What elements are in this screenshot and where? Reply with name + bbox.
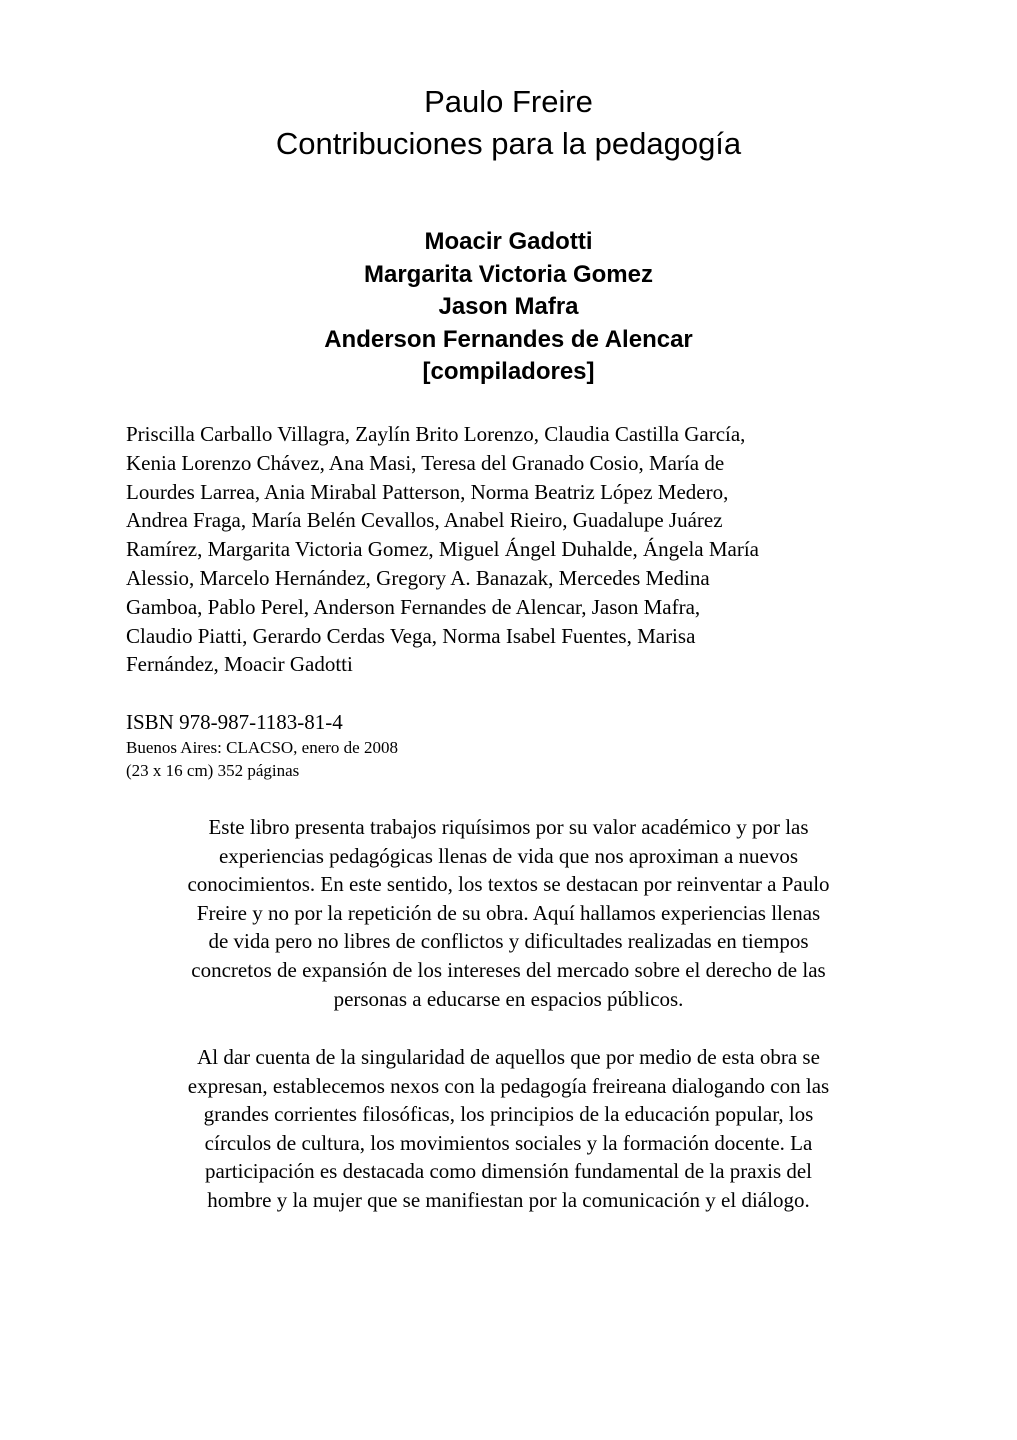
- compilers-label: [compiladores]: [422, 358, 595, 385]
- authors-line: Kenia Lorenzo Chávez, Ana Masi, Teresa del Granado Cosio, María de: [126, 450, 725, 475]
- compiler-name: Anderson Fernandes de Alencar: [324, 325, 693, 353]
- paragraph-line: grandes corrientes filosóficas, los principios de la educación popular, los: [203, 1102, 814, 1127]
- compiler-name: Jason Mafra: [438, 293, 579, 320]
- paragraph-line: Este libro presenta trabajos riquísimos por su valor académico y por las: [208, 815, 809, 839]
- paragraph-line: expresan, establecemos nexos con la pedagogía freireana dialogando con las: [187, 1073, 830, 1098]
- book-title-author: Paulo Freire: [424, 84, 593, 119]
- paragraph-line: círculos de cultura, los movimientos sociales y la formación docente. La: [204, 1130, 813, 1155]
- authors-line: Lourdes Larrea, Ania Mirabal Patterson, Norma Beatriz López Medero,: [126, 479, 729, 504]
- contributing-authors: [126, 420, 896, 679]
- compiler-name: Margarita Victoria Gomez: [364, 260, 653, 288]
- paragraph-line: concretos de expansión de los intereses del mercado sobre el derecho de las: [191, 957, 826, 982]
- description-paragraph-1: [100, 813, 917, 1013]
- description-paragraph-2: [100, 1043, 917, 1215]
- authors-line: Fernández, Moacir Gadotti: [126, 652, 353, 677]
- authors-line: Ramírez, Margarita Victoria Gomez, Miguel Ángel Duhalde, Ángela María: [126, 537, 760, 562]
- paragraph-line: Freire y no por la repetición de su obra. Aquí hallamos experiencias llenas: [196, 900, 821, 925]
- authors-line: Claudio Piatti, Gerardo Cerdas Vega, Norma Isabel Fuentes, Marisa: [126, 623, 696, 648]
- paragraph-line: hombre y la mujer que se manifiestan por la comunicación y el diálogo.: [207, 1187, 810, 1212]
- format-info: (23 x 16 cm) 352 páginas: [126, 761, 300, 780]
- authors-line: Andrea Fraga, María Belén Cevallos, Anabel Rieiro, Guadalupe Juárez: [126, 508, 723, 533]
- authors-line: Alessio, Marcelo Hernández, Gregory A. Banazak, Mercedes Medina: [126, 565, 710, 590]
- authors-line: Gamboa, Pablo Perel, Anderson Fernandes de Alencar, Jason Mafra,: [126, 594, 701, 619]
- authors-line: Priscilla Carballo Villagra, Zaylín Brito Lorenzo, Claudia Castilla García,: [126, 422, 746, 446]
- publication-info: [126, 708, 398, 782]
- paragraph-line: Al dar cuenta de la singularidad de aquellos que por medio de esta obra se: [197, 1045, 820, 1069]
- book-title: Contribuciones para la pedagogía: [275, 126, 742, 161]
- paragraph-line: conocimientos. En este sentido, los textos se destacan por reinventar a Paulo: [187, 872, 830, 897]
- paragraph-line: de vida pero no libres de conflictos y dificultades realizadas en tiempos: [208, 929, 809, 954]
- compilers-block: [0, 226, 1017, 389]
- publisher-info: Buenos Aires: CLACSO, enero de 2008: [126, 738, 398, 757]
- paragraph-line: participación es destacada como dimensión fundamental de la praxis del: [204, 1159, 813, 1184]
- compiler-name: Moacir Gadotti: [424, 228, 593, 255]
- isbn: ISBN 978-987-1183-81-4: [126, 710, 343, 734]
- paragraph-line: experiencias pedagógicas llenas de vida que nos aproximan a nuevos: [218, 843, 799, 868]
- paragraph-line: personas a educarse en espacios públicos.: [333, 986, 684, 1011]
